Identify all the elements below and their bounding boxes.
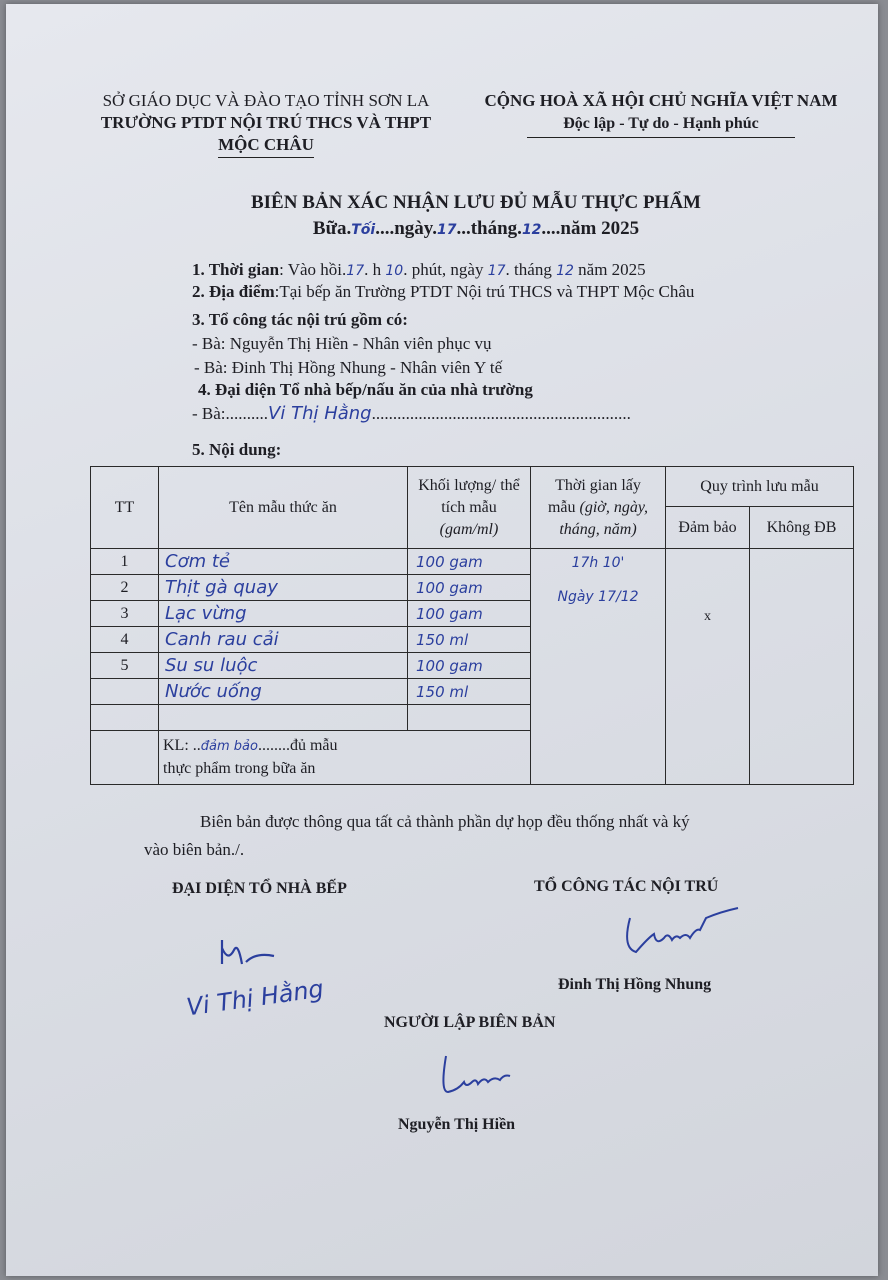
header-qty-line1: Khối lượng/ thể <box>418 476 520 494</box>
ok-cell <box>666 549 750 785</box>
header-qty-line3: (gam/ml) <box>439 520 499 538</box>
national-motto: Độc lập - Tự do - Hạnh phúc <box>527 113 795 138</box>
kl-empty-tt <box>91 731 159 785</box>
committee-member-2: - Bà: Đinh Thị Hồng Nhung - Nhân viên Y tế <box>194 358 503 377</box>
kl-prefix: KL: .. <box>163 737 201 754</box>
time-text-c: . phút, ngày <box>403 260 488 279</box>
kitchen-signature-mark <box>216 934 296 974</box>
time-hour: 17 <box>346 263 365 279</box>
kitchen-signature-label: ĐẠI DIỆN TỔ NHÀ BẾP <box>172 880 347 897</box>
header-right <box>476 90 846 138</box>
kitchen-rep-prefix: - Bà:.......... <box>192 404 269 423</box>
closing-line1: Biên bản được thông qua tất cả thành phần dự họp đều thống nhất và ký <box>200 812 690 831</box>
kl-line2: thực phẩm trong bữa ăn <box>163 760 316 777</box>
row6-food-name: Nước uống <box>165 681 262 702</box>
year-text: ....năm 2025 <box>541 218 640 239</box>
kitchen-rep-name: Vi Thị Hằng <box>268 403 372 424</box>
time-text-d: . tháng <box>505 260 557 279</box>
row3-tt: 3 <box>91 601 159 627</box>
section-location-label: 2. Địa điểm <box>192 282 275 301</box>
kitchen-rep-line <box>192 402 631 426</box>
document-title <box>156 190 796 243</box>
kitchen-rep-suffix: ............................................................. <box>371 404 631 423</box>
committee-member-1: - Bà: Nguyễn Thị Hiền - Nhân viên phục vụ <box>192 334 492 353</box>
row1-food <box>159 549 408 575</box>
meal-value: Tối <box>351 222 376 238</box>
sample-time-value: 17h 10' <box>571 555 625 571</box>
sample-time-cell <box>531 549 666 785</box>
header-qty-line2: tích mẫu <box>441 498 497 516</box>
time-minute: 10 <box>385 263 404 279</box>
row7-food <box>159 705 408 731</box>
row2-qty: 100 gam <box>408 575 531 601</box>
sample-date-value: Ngày 17/12 <box>557 589 639 605</box>
header-food-name: Tên mẫu thức ăn <box>159 467 408 549</box>
month-value: 12 <box>521 222 542 238</box>
row1-food-name: Cơm tẻ <box>165 551 230 572</box>
document-sheet <box>6 4 878 1276</box>
row5-food-name: Su su luộc <box>165 655 258 676</box>
row5-food <box>159 653 408 679</box>
row7-tt <box>91 705 159 731</box>
row2-food-name: Thịt gà quay <box>165 577 278 598</box>
title-meal-line <box>156 216 796 243</box>
row4-food <box>159 627 408 653</box>
time-text-b: . h <box>364 260 386 279</box>
section-kitchen-rep <box>198 378 533 402</box>
section-committee-label: 3. Tổ công tác nội trú gồm có: <box>192 310 408 329</box>
section-location-text: :Tại bếp ăn Trường PTDT Nội trú THCS và THPT Mộc Châu <box>274 282 695 301</box>
header-sample-time <box>531 467 666 549</box>
committee-signature-mark <box>620 908 750 964</box>
kl-value: đảm bảo <box>200 739 258 754</box>
header-process: Quy trình lưu mẫu <box>666 467 854 507</box>
row4-food-name: Canh rau cải <box>165 629 279 650</box>
conclusion-cell <box>159 731 531 785</box>
section-content <box>192 438 281 462</box>
republic-name: CỘNG HOÀ XÃ HỘI CHỦ NGHĨA VIỆT NAM <box>484 91 838 110</box>
recorder-signature-label: NGƯỜI LẬP BIÊN BẢN <box>384 1014 556 1031</box>
time-day: 17 <box>487 263 506 279</box>
section-kitchen-label: 4. Đại diện Tổ nhà bếp/nấu ăn của nhà trường <box>198 380 533 399</box>
food-sample-table <box>90 466 854 785</box>
time-month: 12 <box>556 263 574 279</box>
row3-food <box>159 601 408 627</box>
section-committee <box>192 308 408 332</box>
ok-mark: x <box>704 609 711 624</box>
header-time-line2b: (giờ, ngày, <box>579 498 649 516</box>
department-name: SỞ GIÁO DỤC VÀ ĐÀO TẠO TỈNH SƠN LA <box>102 91 430 110</box>
row3-qty: 100 gam <box>408 601 531 627</box>
day-value: 17 <box>436 222 457 238</box>
row5-tt: 5 <box>91 653 159 679</box>
recorder-signature-mark <box>438 1052 528 1102</box>
not-ok-cell <box>750 549 854 785</box>
row6-food <box>159 679 408 705</box>
month-prefix: ...tháng. <box>456 218 522 239</box>
section-time-label: 1. Thời gian <box>192 260 280 279</box>
row2-tt: 2 <box>91 575 159 601</box>
row6-tt <box>91 679 159 705</box>
header-quantity <box>408 467 531 549</box>
header-ok: Đảm bảo <box>666 507 750 549</box>
closing-line2: vào biên bản./. <box>144 840 245 859</box>
time-text-a: : Vào hồi. <box>279 260 347 279</box>
day-prefix: ....ngày. <box>375 218 437 239</box>
committee-signature-label: TỔ CÔNG TÁC NỘI TRÚ <box>534 878 719 895</box>
section-location <box>192 280 694 304</box>
header-time-line3: tháng, năm) <box>559 520 637 538</box>
row6-qty: 150 ml <box>408 679 531 705</box>
school-name-line1: TRƯỜNG PTDT NỘI TRÚ THCS VÀ THPT <box>100 113 432 132</box>
school-name-line2: MỘC CHÂU <box>218 134 314 158</box>
row2-food <box>159 575 408 601</box>
header-left <box>96 90 436 158</box>
committee-signer-name: Đinh Thị Hồng Nhung <box>558 976 712 993</box>
header-tt: TT <box>91 467 159 549</box>
row3-food-name: Lạc vừng <box>165 603 247 624</box>
kitchen-signature-name: Vi Thị Hằng <box>184 974 326 1022</box>
row4-qty: 150 ml <box>408 627 531 653</box>
kl-suffix: ........đủ mẫu <box>257 737 338 754</box>
title-main: BIÊN BẢN XÁC NHẬN LƯU ĐỦ MẪU THỰC PHẨM <box>250 192 701 213</box>
meal-prefix: Bữa. <box>312 218 352 239</box>
time-text-e: năm 2025 <box>573 260 646 279</box>
row4-tt: 4 <box>91 627 159 653</box>
section-content-label: 5. Nội dung: <box>192 440 282 459</box>
row7-qty <box>408 705 531 731</box>
row1-tt: 1 <box>91 549 159 575</box>
header-not-ok: Không ĐB <box>750 507 854 549</box>
header-time-line1: Thời gian lấy <box>555 476 641 494</box>
recorder-name: Nguyễn Thị Hiền <box>398 1116 516 1133</box>
row5-qty: 100 gam <box>408 653 531 679</box>
row1-qty: 100 gam <box>408 549 531 575</box>
header-time-line2a: mẫu <box>547 498 580 516</box>
